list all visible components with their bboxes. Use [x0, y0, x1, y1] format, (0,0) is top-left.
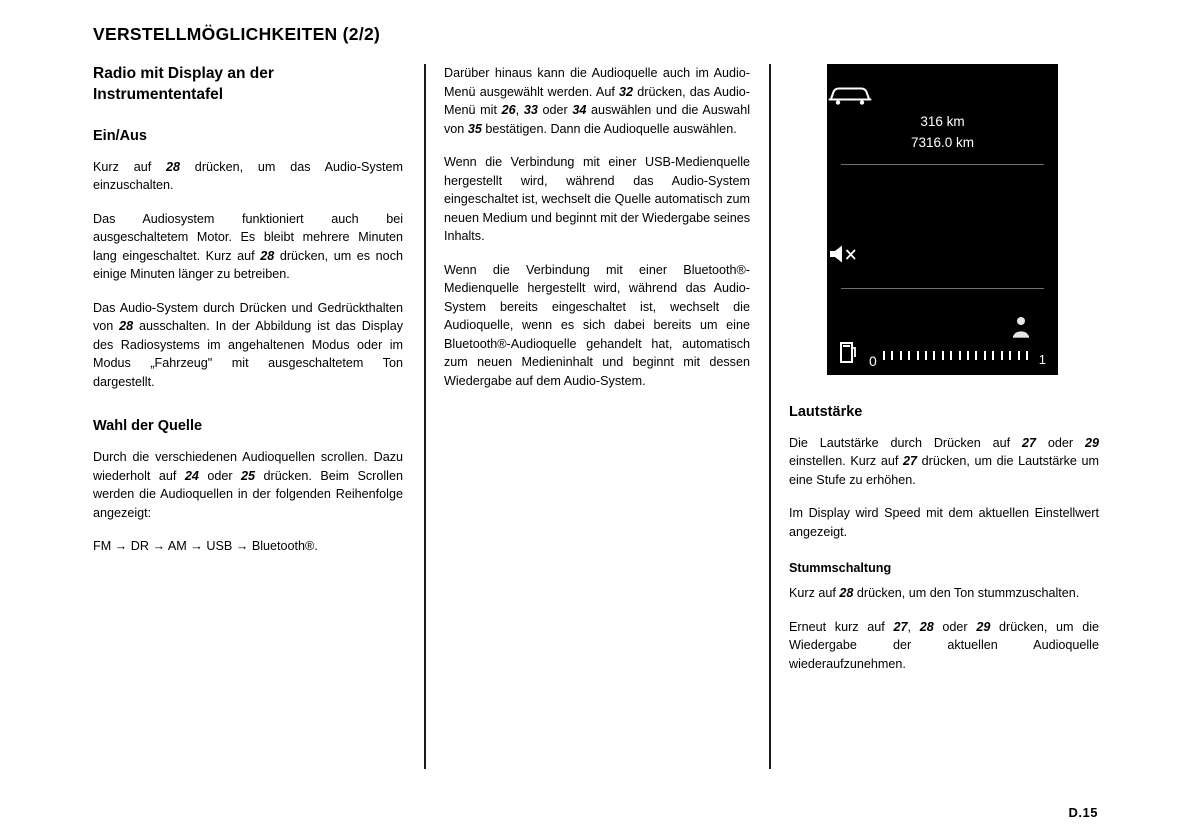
text-fragment: oder [933, 619, 977, 634]
car-icon [827, 84, 1058, 106]
text-fragment: Die Lautstärke durch Drücken auf [789, 435, 1022, 450]
control-reference: 28 [119, 319, 134, 334]
text-fragment: Durch die verschiedenen Audioquellen scrollen. Dazu wiederholt auf [93, 450, 403, 483]
paragraph-volume-display: Im Display wird Speed mit dem aktuellen Einstellwert angezeigt. [789, 506, 1099, 539]
text-fragment: Kurz auf [789, 586, 840, 601]
display-separator-top [841, 164, 1044, 165]
text-fragment: oder [198, 468, 242, 483]
text-fragment: drücken, um das Audio-System einzuschalten. [93, 159, 403, 193]
control-reference: 35 [467, 121, 482, 136]
control-reference: 28 [166, 159, 181, 174]
paragraph-volume-adjust [789, 434, 1099, 490]
text-fragment: , [515, 103, 524, 117]
column-one [93, 64, 403, 571]
control-reference: 28 [919, 619, 934, 634]
paragraph-scroll-sources [93, 448, 403, 522]
text-fragment: ausschalten. In der Abbildung ist das Display des Radiosystems im angehaltenen Modus oder im Modus „Fahrzeug" mit ausgeschaltetem Ton dargestellt. [93, 319, 403, 389]
fuel-tick-marks [883, 351, 1028, 360]
section-heading-radio-display: Radio mit Display an der Instrumententafel [93, 65, 274, 103]
odometer-value: 7316.0 km [910, 134, 975, 150]
text-fragment: drücken, das Audio-Menü mit [444, 84, 750, 117]
text-fragment: Erneut kurz auf [789, 619, 894, 634]
page-title: VERSTELLMÖGLICHKEITEN (2/2) [93, 24, 381, 44]
paragraph-mute [789, 584, 1099, 603]
text-fragment: Das Audio-System durch Drücken und Gedrückthalten von [93, 300, 403, 334]
control-reference: 33 [523, 103, 538, 117]
speaker-mute-icon [827, 242, 1058, 266]
text-fragment: einstellen. Kurz auf [789, 454, 903, 469]
paragraph-source-order: FM → DR → AM → USB → Bluetooth®. [93, 539, 318, 554]
text-fragment: Das Audiosystem funktioniert auch bei ausgeschaltetem Motor. Es bleibt mehrere Minuten lang eingeschaltet. Kurz auf [93, 211, 403, 263]
column-divider-2 [769, 64, 771, 769]
control-reference: 27 [902, 454, 917, 469]
control-reference: 34 [572, 103, 587, 117]
text-fragment: bestätigen. Dann die Audioquelle auswählen. [481, 121, 737, 136]
subheading-volume: Lautstärke [789, 404, 863, 420]
text-fragment: auswählen und die Auswahl von [444, 103, 750, 136]
fuel-gauge [839, 337, 1046, 367]
fuel-max-label: 1 [1038, 352, 1046, 367]
control-reference: 25 [241, 468, 256, 483]
display-readouts [827, 112, 1058, 154]
control-reference: 28 [260, 248, 275, 263]
range-value: 316 km [920, 114, 965, 129]
text-fragment: drücken, um den Ton stummzuschalten. [853, 586, 1080, 601]
control-reference: 28 [839, 586, 854, 601]
paragraph-usb-source: Wenn die Verbindung mit einer USB-Medienquelle hergestellt wird, während das Audio-System eingeschaltet ist, wechselt die Quelle automatisch zum neuen Medium und beginnt mit der Wiedergabe seines Inhalts. [444, 155, 750, 243]
paragraph-power-off [93, 299, 403, 392]
paragraph-unmute [789, 618, 1099, 674]
column-divider-1 [424, 64, 426, 769]
text-fragment: drücken. Beim Scrollen werden die Audioquellen in der folgenden Reihenfolge angezeigt: [93, 468, 403, 520]
text-fragment: drücken, um die Lautstärke um eine Stufe zu erhöhen. [789, 454, 1100, 487]
paragraph-bluetooth-source: Wenn die Verbindung mit einer Bluetooth®-Medienquelle hergestellt wird, während das Audio-System bereits eingeschaltet ist, wechselt die Audioquelle, wenn es sich dabei bereits um eine Bluetooth®-Audioquelle gehandelt hat, automatisch zum neuen Medieninhalt und beginnt mit dessen Wiedergabe auf dem Audio-System. [444, 262, 750, 388]
control-reference: 29 [976, 619, 991, 634]
control-reference: 27 [1022, 435, 1037, 450]
text-fragment: oder [1036, 435, 1085, 450]
person-icon [1012, 316, 1030, 338]
instrument-panel-display-figure [827, 64, 1058, 375]
column-three [789, 403, 1099, 688]
paragraph-engine-off [93, 210, 403, 284]
text-fragment: Darüber hinaus kann die Audioquelle auch im Audio-Menü ausgewählt werden. Auf [444, 66, 750, 99]
subheading-on-off: Ein/Aus [93, 127, 147, 144]
paragraph-power-on [93, 158, 403, 195]
subheading-source-selection: Wahl der Quelle [93, 418, 203, 435]
page-number: D.15 [1068, 805, 1098, 820]
paragraph-audio-menu [444, 64, 750, 138]
subheading-mute: Stummschaltung [789, 561, 892, 576]
text-fragment: oder [537, 103, 573, 117]
control-reference: 27 [893, 619, 908, 634]
column-two [444, 64, 750, 405]
fuel-min-label: 0 [869, 353, 877, 369]
control-reference: 26 [501, 103, 516, 117]
control-reference: 24 [184, 468, 199, 483]
text-fragment: , [907, 619, 920, 634]
text-fragment: Kurz auf [93, 159, 166, 174]
text-fragment: drücken, um die Wiedergabe der aktuellen Audioquelle wiederaufzunehmen. [789, 619, 1100, 671]
control-reference: 32 [619, 84, 634, 99]
control-reference: 29 [1084, 435, 1099, 450]
fuel-pump-icon [839, 340, 859, 364]
text-fragment: drücken, um es noch einige Minuten länger zu betreiben. [93, 248, 403, 282]
display-separator-bottom [841, 288, 1044, 289]
